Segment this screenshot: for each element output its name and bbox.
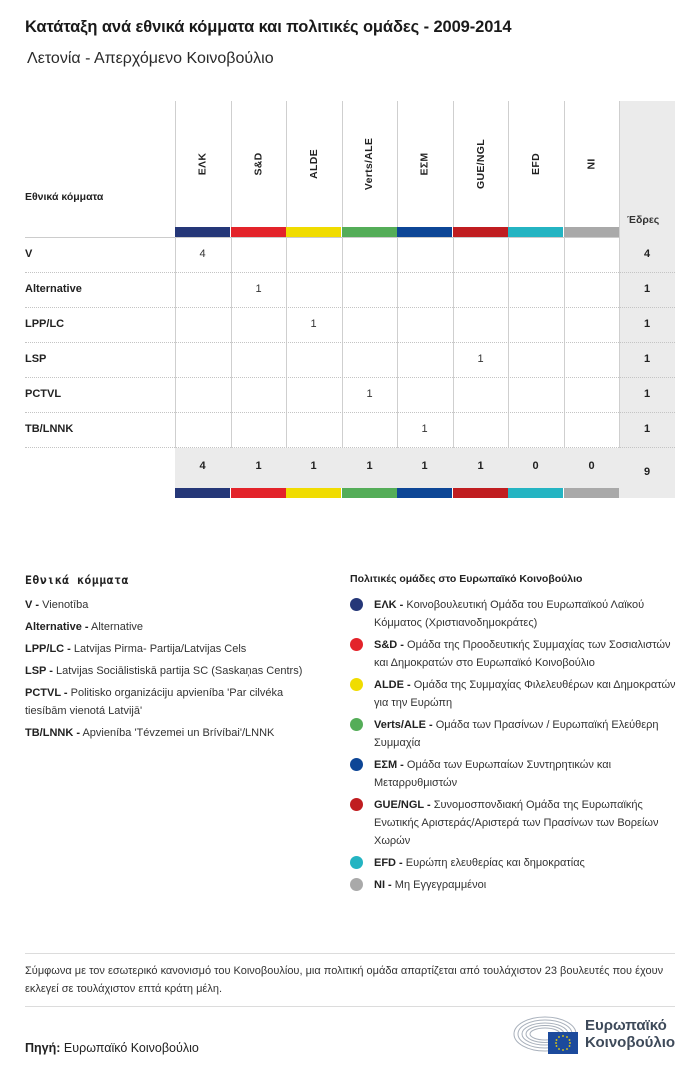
table-row-label: TB/LNNK [25, 423, 74, 435]
political-group-legend-item: Verts/ALE - Ομάδα των Πρασίνων / Ευρωπαϊκή Ελεύθερη Συμμαχία [350, 716, 680, 752]
group-color-dot-icon [350, 878, 363, 891]
group-color-dot-icon [350, 718, 363, 731]
political-group-legend-item: EFD - Ευρώπη ελευθερίας και δημοκρατίας [350, 854, 680, 872]
column-header-5: GUE/NGL [474, 139, 487, 189]
row-seats: 1 [643, 318, 651, 330]
page-subtitle: Λετονία - Απερχόμενο Κοινοβούλιο [27, 50, 274, 67]
group-color-bar [564, 227, 619, 237]
group-color-bar [508, 227, 563, 237]
national-party-legend-item: TB/LNNK - Apvieníba 'Tévzemei un Brívíbai'/LNNK [25, 727, 275, 739]
national-parties-legend-title: Εθνικά κόμματα [25, 573, 129, 587]
group-color-bar-bottom [564, 488, 619, 498]
national-party-legend-item: LPP/LC - Latvijas Pirma- Partija/Latvijas Cels [25, 643, 247, 655]
group-color-bar-bottom [175, 488, 230, 498]
logo-text-line2: Κοινοβούλιο [585, 1034, 676, 1051]
table-cell: 1 [421, 423, 428, 435]
footer-divider-top [25, 953, 675, 954]
row-divider [25, 377, 675, 378]
group-color-bar [397, 227, 452, 237]
column-header-7: NI [585, 158, 598, 170]
group-total: 1 [477, 460, 484, 472]
political-group-legend-item: ΕΣΜ - Ομάδα των Ευρωπαίων Συντηρητικών και Μεταρρυθμιστών [350, 756, 680, 792]
national-party-legend-item: V - Vienotība [25, 599, 89, 611]
group-total: 1 [421, 460, 428, 472]
table-cell: 1 [477, 353, 484, 365]
table-cell: 1 [366, 388, 373, 400]
footnote: Σύμφωνα με τον εσωτερικό κανονισμό του Κοινοβουλίου, μια πολιτική ομάδα απαρτίζεται από τουλάχιστον 23 βουλευτές που έχουν εκλεγεί σε τουλάχιστον επτά κράτη μέλη. [25, 965, 664, 995]
seats-header: Έδρες [627, 214, 660, 226]
row-seats: 1 [643, 423, 651, 435]
table-row-label: PCTVL [25, 388, 62, 400]
group-color-dot-icon [350, 856, 363, 869]
group-color-bar-bottom [231, 488, 286, 498]
group-color-dot-icon [350, 598, 363, 611]
table-cell: 4 [199, 248, 206, 260]
national-parties-legend [25, 596, 325, 746]
table-row-label: LSP [25, 353, 47, 365]
group-total: 0 [532, 460, 539, 472]
national-party-legend-item: PCTVL - Politisko organizáciju apvieníba 'Par cilvéka tiesíbām vienotá Latvijā' [25, 687, 284, 717]
footer-divider-bottom [25, 1006, 675, 1007]
group-total: 1 [255, 460, 262, 472]
group-color-bar [231, 227, 286, 237]
row-divider [25, 272, 675, 273]
group-color-dot-icon [350, 798, 363, 811]
source-line [25, 1041, 199, 1055]
source-value: Ευρωπαϊκό Κοινοβούλιο [63, 1041, 199, 1055]
row-seats: 1 [643, 388, 651, 400]
logo-text [585, 1017, 675, 1051]
group-total: 0 [588, 460, 595, 472]
political-group-legend-item: ALDE - Ομάδα της Συμμαχίας Φιλελευθέρων και Δημοκρατών για την Ευρώπη [350, 676, 680, 712]
political-groups-legend [350, 596, 680, 898]
source-label: Πηγή: [25, 1041, 61, 1055]
row-divider [25, 447, 675, 448]
european-parliament-logo [513, 1014, 678, 1056]
column-header-0: ΕΛΚ [196, 152, 209, 176]
column-header-2: ALDE [307, 149, 320, 179]
group-color-dot-icon [350, 758, 363, 771]
row-seats: 4 [643, 248, 651, 260]
group-color-bar-bottom [286, 488, 341, 498]
page-title: Κατάταξη ανά εθνικά κόμματα και πολιτικές ομάδες - 2009-2014 [25, 18, 512, 36]
column-header-4: ΕΣΜ [418, 152, 431, 176]
grand-total: 9 [643, 466, 651, 478]
column-header-1: S&D [252, 152, 265, 176]
political-group-legend-item: GUE/NGL - Συνομοσπονδιακή Ομάδα της Ευρωπαϊκής Ενωτικής Αριστεράς/Αριστερά των Πρασίνων των Βορείων Χωρών [350, 796, 680, 850]
national-party-legend-item: LSP - Latvijas Sociālistiskā partija SC (Saskaņas Centrs) [25, 665, 303, 677]
row-divider [25, 412, 675, 413]
table-row-label: LPP/LC [25, 318, 65, 330]
group-color-bar-bottom [508, 488, 563, 498]
column-header-6: EFD [529, 153, 542, 175]
seats-column-bg [619, 101, 675, 498]
political-group-legend-item: S&D - Ομάδα της Προοδευτικής Συμμαχίας των Σοσιαλιστών και Δημοκρατών στο Ευρωπαϊκό Κοινοβούλιο [350, 636, 680, 672]
group-color-bar [342, 227, 397, 237]
group-color-dot-icon [350, 678, 363, 691]
group-color-bar-bottom [342, 488, 397, 498]
group-total: 4 [199, 460, 206, 472]
group-color-dot-icon [350, 638, 363, 651]
hemicycle-flag-icon [513, 1014, 581, 1056]
table-cell: 1 [310, 318, 317, 330]
group-color-bar [453, 227, 508, 237]
political-group-legend-item: ΕΛΚ - Κοινοβουλευτική Ομάδα του Ευρωπαϊκού Λαϊκού Κόμματος (Χριστιανοδημοκράτες) [350, 596, 680, 632]
national-party-legend-item: Alternative - Alternative [25, 621, 144, 633]
table-row-label: V [25, 248, 33, 260]
row-divider [25, 342, 675, 343]
group-color-bar-bottom [397, 488, 452, 498]
header-divider [25, 237, 619, 238]
political-group-legend-item: NI - Μη Εγγεγραμμένοι [350, 876, 680, 894]
group-color-bar [175, 227, 230, 237]
group-color-bar-bottom [453, 488, 508, 498]
logo-text-line1: Ευρωπαϊκό [585, 1017, 667, 1034]
national-parties-header: Εθνικά κόμματα [25, 191, 104, 203]
group-total: 1 [366, 460, 373, 472]
group-total: 1 [310, 460, 317, 472]
group-color-bar [286, 227, 341, 237]
row-seats: 1 [643, 283, 651, 295]
table-row-label: Alternative [25, 283, 82, 295]
row-divider [25, 307, 675, 308]
column-header-3: Verts/ALE [363, 137, 376, 191]
political-groups-legend-title: Πολιτικές ομάδες στο Ευρωπαϊκό Κοινοβούλιο [350, 573, 583, 585]
row-seats: 1 [643, 353, 651, 365]
table-cell: 1 [255, 283, 262, 295]
